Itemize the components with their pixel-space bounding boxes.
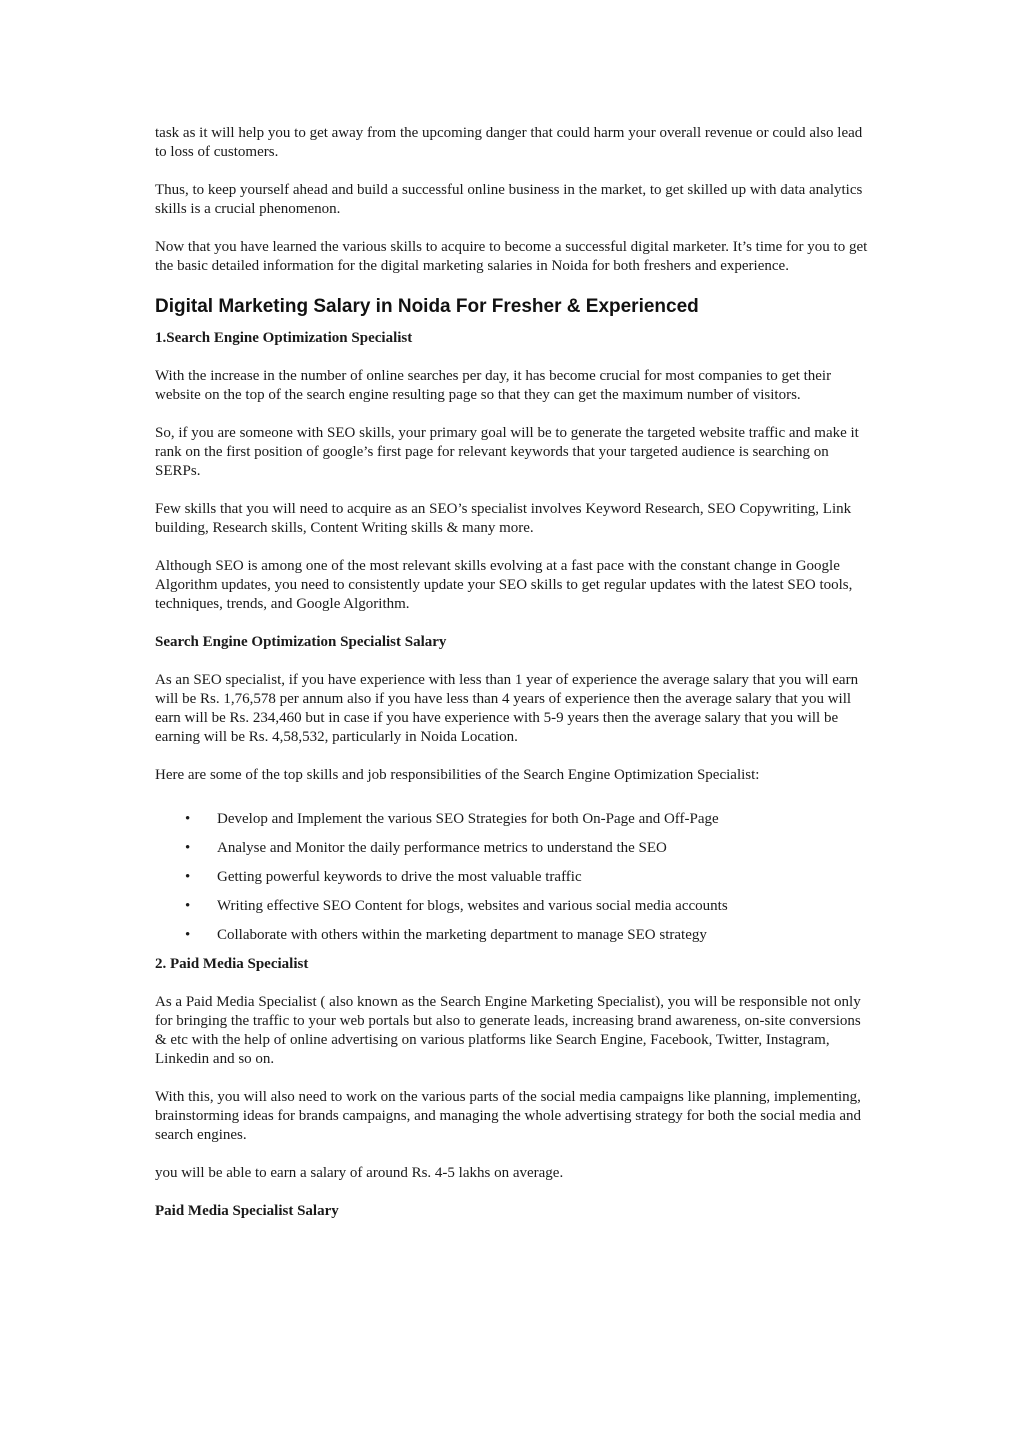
- seo-paragraph-3: Few skills that you will need to acquire as an SEO’s specialist involves Keyword Research, SEO Copywriting, Link building, Research skills, Content Writing skills & many more.: [155, 501, 852, 536]
- list-item: [155, 926, 873, 945]
- seo-title: 1.Search Engine Optimization Specialist: [155, 330, 413, 346]
- list-item-text: Analyse and Monitor the daily performance metrics to understand the SEO: [217, 840, 667, 856]
- seo-salary-title: Search Engine Optimization Specialist Salary: [155, 634, 447, 650]
- list-item: [155, 839, 873, 858]
- section-heading: Digital Marketing Salary in Noida For Fresher & Experienced: [155, 296, 699, 317]
- seo-salary-paragraph-2: Here are some of the top skills and job responsibilities of the Search Engine Optimization Specialist:: [155, 767, 760, 783]
- bullet-icon: •: [185, 811, 191, 827]
- seo-paragraph-1: With the increase in the number of online searches per day, it has become crucial for most companies to get their website on the top of the search engine resulting page so that they can get the maximum number of visitors.: [155, 368, 832, 403]
- paid-paragraph-1: As a Paid Media Specialist ( also known as the Search Engine Marketing Specialist), you will be responsible not only for bringing the traffic to your web portals but also to generate leads, increasing brand awareness, on-site conversions & etc with the help of online advertising on various platforms like Search Engine, Facebook, Twitter, Instagram, Linkedin and so on.: [155, 994, 861, 1067]
- list-item-text: Develop and Implement the various SEO Strategies for both On-Page and Off-Page: [217, 811, 719, 827]
- paid-paragraph-2: With this, you will also need to work on the various parts of the social media campaigns like planning, implementing, brainstorming ideas for brands campaigns, and managing the whole advertising strategy for both the social media and search engines.: [155, 1089, 862, 1143]
- list-item: [155, 810, 873, 829]
- list-item-text: Collaborate with others within the marketing department to manage SEO strategy: [217, 927, 707, 943]
- list-item-text: Writing effective SEO Content for blogs, websites and various social media accounts: [217, 898, 728, 914]
- paid-paragraph-3: you will be able to earn a salary of around Rs. 4-5 lakhs on average.: [155, 1165, 564, 1181]
- bullet-icon: •: [185, 840, 191, 856]
- seo-responsibilities-list: [155, 804, 873, 945]
- bullet-icon: •: [185, 898, 191, 914]
- list-item: [155, 897, 873, 916]
- bullet-icon: •: [185, 869, 191, 885]
- paid-salary-title: Paid Media Specialist Salary: [155, 1203, 339, 1219]
- bullet-icon: •: [185, 927, 191, 943]
- seo-paragraph-2: So, if you are someone with SEO skills, your primary goal will be to generate the targeted website traffic and make it rank on the first position of google’s first page for relevant keywords that your targeted audience is searching on SERPs.: [155, 425, 859, 479]
- intro-paragraph-3: Now that you have learned the various skills to acquire to become a successful digital marketer. It’s time for you to get the basic detailed information for the digital marketing salaries in Noida for both freshers and experience.: [155, 239, 868, 274]
- paid-title: 2. Paid Media Specialist: [155, 956, 309, 972]
- seo-paragraph-4: Although SEO is among one of the most relevant skills evolving at a fast pace with the constant change in Google Algorithm updates, you need to consistently update your SEO skills to get regular updates with the latest SEO tools, techniques, trends, and Google Algorithm.: [155, 558, 853, 612]
- document-page: [155, 124, 873, 1240]
- list-item-text: Getting powerful keywords to drive the most valuable traffic: [217, 869, 582, 885]
- intro-paragraph-1: task as it will help you to get away from the upcoming danger that could harm your overall revenue or could also lead to loss of customers.: [155, 125, 863, 160]
- seo-salary-paragraph-1: As an SEO specialist, if you have experience with less than 1 year of experience the average salary that you will earn will be Rs. 1,76,578 per annum also if you have less than 4 years of experience then the average salary that you will earn will be Rs. 234,460 but in case if you have experience with 5-9 years then the average salary that you will be earning will be Rs. 4,58,532, particularly in Noida Location.: [155, 672, 859, 745]
- list-item: [155, 868, 873, 887]
- intro-paragraph-2: Thus, to keep yourself ahead and build a successful online business in the market, to get skilled up with data analytics skills is a crucial phenomenon.: [155, 182, 863, 217]
